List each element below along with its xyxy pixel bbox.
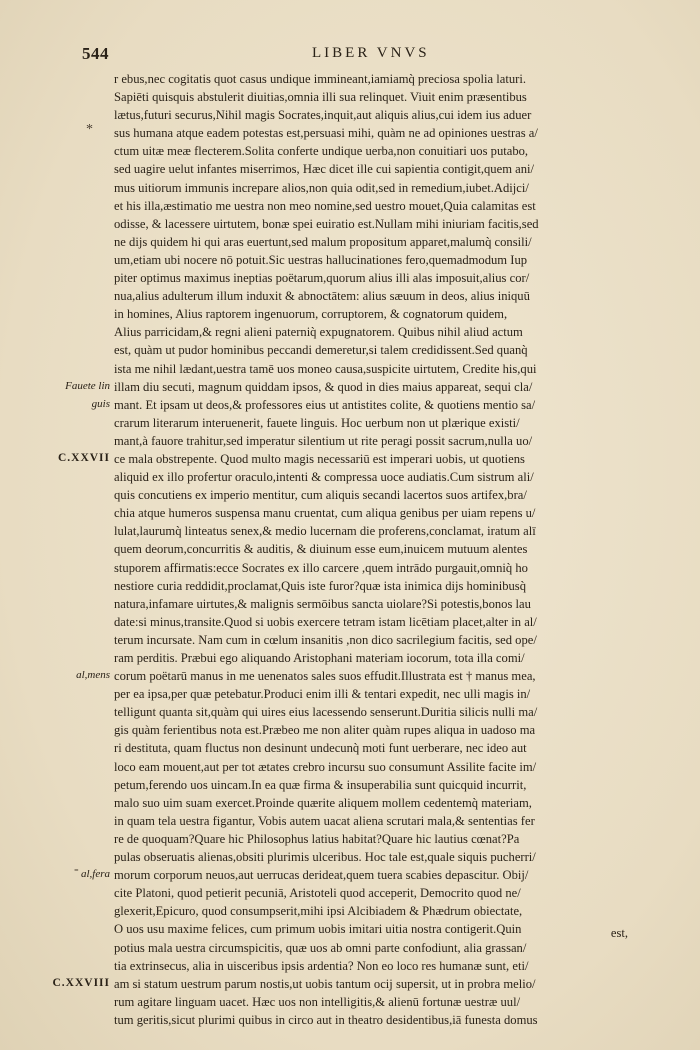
chapter-number: C.XXVIII [52,977,110,989]
text-line: gis quàm ferientibus nota est.Præbeo me non aliter quàm rupes aliqua in uadoso ma [114,723,536,738]
page-header [82,44,642,68]
text-line: mus uitiorum immunis increpare alios,non quia odit,sed in remedium,iubet.Adijci/ [114,180,529,195]
text-line: piter optimus maximus ineptias poëtarum,quorum alius illi alas imposuit,alius cor/ [114,271,530,286]
text-line: am si statum uestrum parum nostis,ut uobis tantum ocij supersit, ut in probra melio/ [114,976,536,991]
text-line: cite Platoni, quod petierit pecuniā, Aristoteli quod acceperit, Democrito quod ne/ [114,886,521,901]
text-line: date:si minus,transite.Quod si uobis exercere tetram istam licētiam placet,alter in al/ [114,614,537,629]
text-line: natura,infamare uirtutes,& malignis sermōibus sancta uiolare?Si potestis,bonos lau [114,596,531,611]
main-text [114,70,634,1029]
text-line: quis concutiens ex imperio mentitur, cum aliquis secandi lacertos suos artifex,bra/ [114,488,527,503]
text-line: ista me nihil lædant,uestra tamē uos moneo causa,suspicite uirtutem, Credite his,qui [114,361,537,376]
text-line: et his illa,æstimatio me uestra non meo nomine,sed uestro mouet,Quia calamitas est [114,198,536,213]
text-line: re de quoquam?Quare hic Philosophus latius habitat?Quare hic lautius cœnat?Pa [114,831,520,846]
text-line: um,etiam ubi nocere nō potuit.Sic uestras hallucinationes fero,quemadmodum Iup [114,252,528,267]
text-line: lætus,futuri securus,Nihil magis Socrates,inquit,aut aliquis alius,cui idem ius aduer [114,108,532,123]
text-line: per ea ipsa,per quæ petebatur.Produci enim illi & tentari expedit, nec ulli magis in/ [114,687,531,702]
chapter-number: C.XXVII [57,452,110,465]
text-line: corum poëtarū manus in me uenenatos sales suos effudit.Illustrata est † manus mea, [114,669,536,684]
text-line: O uos usu maxime felices, cum primum uobis imitari uitia nostra contigerit.Quin [114,922,522,937]
text-line: petum,ferendo uos uincam.In ea quæ firma & insuperabilia sunt quicquid incurrit, [114,777,527,792]
margin-gloss: al,mens [76,669,110,682]
text-line: sed uagire uelut infantes miserrimos, Hæc dicet ille cui sapientia contigit,quem ani/ [114,162,535,177]
margin-gloss: guis [91,397,110,410]
text-line: Alius parricidam,& regni alieni paterniq̀ expugnatorem. Quibus nihil aliud actum [114,325,523,340]
text-line: lulat,laurumq̀ linteatus senex,& medio lucernam die proferens,conclamat, iratum alī [114,524,536,539]
text-line: telligunt quanta sit,quàm qui uires eius lacessendo senserunt.Duritia silicis nulli ma/ [114,705,538,720]
marginal-asterisk-mark: * [86,122,93,137]
text-line: nua,alius adulterum illum induxit & abnoctātem: alius sæuum in deos, alius iniquū [114,289,530,304]
text-line: illam diu secuti, magnum quiddam ipsos, & quod in dies maius appareat, sequi cla/ [114,379,533,394]
text-line: glexerit,Epicuro, quod consumpserit,mihi ipsi Alcibiadem & Phædrum obiectate, [114,904,523,919]
text-line: in quam tela uestra figantur, Vobis autem uacat aliena scrutari mala,& sententias fer [114,813,535,828]
running-title: LIBER VNVS [312,45,430,61]
text-line: terum incursate. Nam cum in cœlum insanitis ,non dico sacrilegium facitis, sed ope/ [114,632,537,647]
text-line: potius mala uestra circumspicitis, quæ uos ab omni parte confodiunt, alia grassan/ [114,940,527,955]
text-line: est, quàm ut pudor hominibus peccandi demeretur,si talem credidissent.Sed quanq̀ [114,343,528,358]
text-line: Sapiēti quisquis abstulerit diuitias,omnia illi sua relinquet. Viuit enim præsentibus [114,90,527,105]
text-line: mant. Et ipsam ut deos,& professores eius ut antistites colite, & quotiens mentio sa/ [114,397,536,412]
text-line: chia atque humeros suspensa manu cruentat, cum aliqua genibus per uiam repens u/ [114,506,536,521]
text-line: sus humana atque eadem potestas est,persuasi mihi, quàm ne ad opiniones uestras a/ [114,126,538,141]
text-line: loco eam mouent,aut per tot ætates crebro incursu suo consumunt Assilite facite im/ [114,759,537,774]
text-line: quem deorum,concurritis & auditis, & diuinum esse eum,inuicem mutuum alentes [114,542,528,557]
text-line: aliquid ex illo profertur oraculo,intenti & compressa uoce audiatis.Cum sistrum ali/ [114,470,534,485]
text-line: mant,à fauore trahitur,sed imperatur silentium ut rite peragi possit sacrum,nulla uo/ [114,433,533,448]
text-line: r ebus,nec cogitatis quot casus undique immineant,iamiamq̀ preciosa spolia laturi. [114,72,526,86]
text-line: rum agitare linguam uacet. Hæc uos non intelligitis,& alienū fortunæ uestræ uul/ [114,994,521,1009]
text-line: odisse, & lacessere uirtutem, bonæ spei euiratio est.Nullam mihi iniuriam facitis,sed [114,216,539,231]
margin-gloss: Fauete lin [65,379,110,392]
text-line: stuporem affirmatis:ecce Socrates ex illo carcere ,quem intrādo purgauit,omniq̀ ho [114,560,528,575]
text-line: tum geritis,sicut plurimi quibus in circo aut in theatro desidentibus,iā funesta domus [114,1012,538,1027]
catchword: est, [610,926,628,940]
margin-gloss: al,fera [80,868,110,881]
margin-notes [0,0,110,1050]
text-line: malo suo uim suam exercet.Proinde quærite aliquem mollem cedentemq̀ materiam, [114,795,532,810]
text-line: ne dijs quidem hi qui aras euertunt,sed malum propositum apparet,malumq̀ consili/ [114,234,532,249]
text-line: ri destituta, quam fluctus non desinunt undecunq̀ moti funt uerberare, nec ideo aut [114,741,527,756]
text-line: crarum literarum interuenerit, fauete linguis. Hoc uerbum non ut plærique existi/ [114,415,520,430]
text-line: ram perditis. Præbui ego aliquando Aristophani materiam iocorum, tota illa comi/ [114,651,525,665]
text-line: nestiore curia reddidit,proclamat,Quis iste furor?quæ ista inimica dijs hominibusq̀ [114,578,527,593]
text-line: tia extrinsecus, alia in uisceribus ipsis ardentia? Non eo loco res humanæ sunt, eti/ [114,958,529,973]
text-line: morum corporum neuos,aut uerrucas derideat,quem tuera scabies depascitur. Obij/ [114,868,529,883]
text-line: ctum uitæ meæ flecterem.Solita conferte undique uerba,non conuitiari uos putabo, [114,144,529,159]
text-line: in homines, Alius raptorem ingenuorum, corruptorem, & cognatorum quidem, [114,307,508,322]
text-line: pulas obseruatis alienas,obsiti plurimis ulceribus. Hoc tale est,quale siquis pucherri/ [114,850,536,865]
text-line: ce mala obstrepente. Quod multo magis necessariū est imperari uobis, ut quotiens [114,451,525,466]
page-number: 544 [82,44,109,63]
marginal-dash-mark: - [74,862,79,877]
